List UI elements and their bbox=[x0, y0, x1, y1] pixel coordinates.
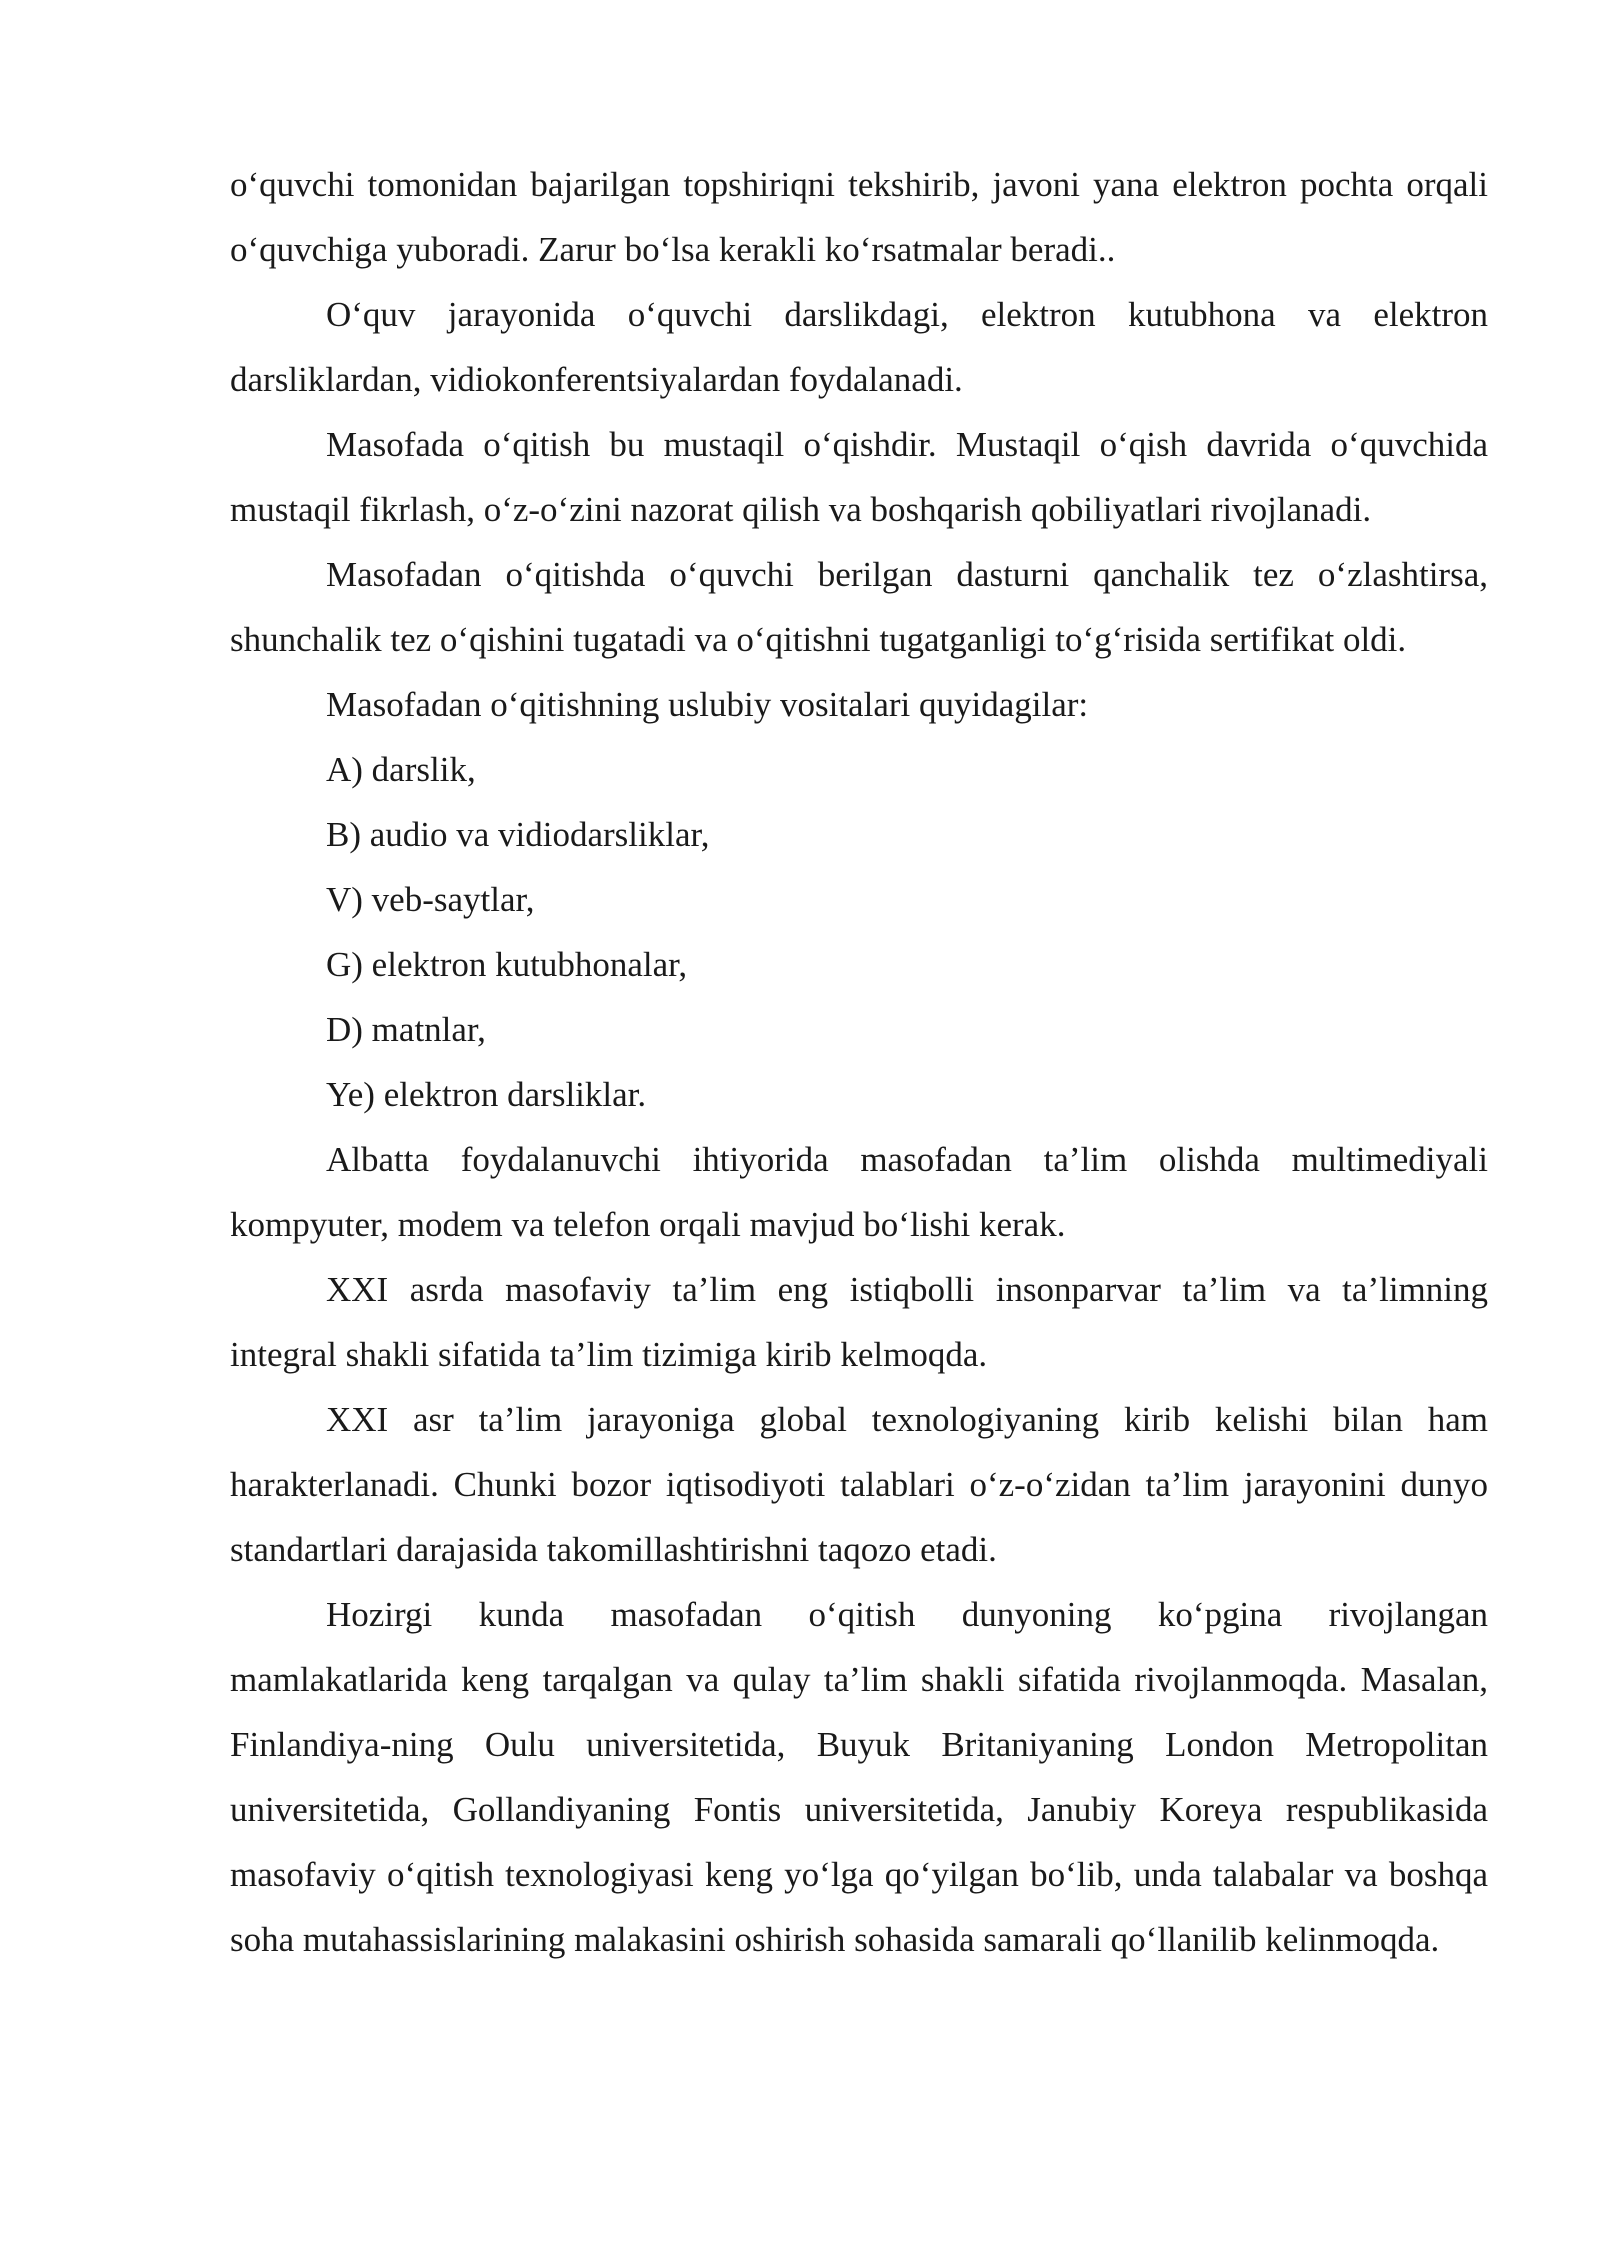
paragraph-continuation: o‘quvchi tomonidan bajarilgan topshiriqni tekshirib, javoni yana elektron pochta orqali o‘quvchiga yuboradi. Zarur bo‘lsa kerakli ko‘rsatmalar beradi.. bbox=[230, 165, 1488, 269]
list-item: A) darslik, bbox=[326, 750, 476, 789]
paragraph: Masofada o‘qitish bu mustaqil o‘qishdir. Mustaqil o‘qish davrida o‘quvchida mustaqil fikrlash, o‘z-o‘zini nazorat qilish va boshqarish qobiliyatlari rivojlanadi. bbox=[230, 425, 1488, 529]
list-item: D) matnlar, bbox=[326, 1010, 486, 1049]
paragraph: Masofadan o‘qitishda o‘quvchi berilgan dasturni qanchalik tez o‘zlashtirsa, shunchalik tez o‘qishini tugatadi va o‘qitishni tugatganligi to‘g‘risida sertifikat oldi. bbox=[230, 555, 1488, 659]
paragraph: O‘quv jarayonida o‘quvchi darslikdagi, elektron kutubhona va elektron darsliklardan, vidiokonferentsiyalardan foydalanadi. bbox=[230, 295, 1488, 399]
list-item: B) audio va vidiodarsliklar, bbox=[326, 815, 710, 854]
paragraph: XXI asrda masofaviy ta’lim eng istiqbolli insonparvar ta’lim va ta’limning integral shakli sifatida ta’lim tizimiga kirib kelmoqda. bbox=[230, 1270, 1488, 1374]
paragraph: Hozirgi kunda masofadan o‘qitish dunyoning ko‘pgina rivojlangan mamlakatlarida keng tarqalgan va qulay ta’lim shakli sifatida rivojlanmoqda. Masalan, Finlandiya-ning Oulu universitetida, Buyuk Britaniyaning London Metropolitan universitetida, Gollandiyaning Fontis universitetida, Janubiy Koreya respublikasida masofaviy o‘qitish texnologiyasi keng yo‘lga qo‘yilgan bo‘lib, unda talabalar va boshqa soha mutahassislarining malakasini oshirish sohasida samarali qo‘llanilib kelinmoqda. bbox=[230, 1595, 1488, 1959]
list-item: Ye) elektron darsliklar. bbox=[326, 1075, 647, 1114]
list-intro-paragraph: Masofadan o‘qitishning uslubiy vositalari quyidagilar: bbox=[326, 685, 1089, 724]
paragraph: XXI asr ta’lim jarayoniga global texnologiyaning kirib kelishi bilan ham harakterlanadi. Chunki bozor iqtisodiyoti talablari o‘z-o‘zidan ta’lim jarayonini dunyo standartlari darajasida takomillashtirishni taqozo etadi. bbox=[230, 1400, 1488, 1569]
paragraph: Albatta foydalanuvchi ihtiyorida masofadan ta’lim olishda multimediyali kompyuter, modem va telefon orqali mavjud bo‘lishi kerak. bbox=[230, 1140, 1488, 1244]
list-item: G) elektron kutubhonalar, bbox=[326, 945, 688, 984]
list-item: V) veb-saytlar, bbox=[326, 880, 535, 919]
document-page bbox=[230, 152, 1488, 1972]
